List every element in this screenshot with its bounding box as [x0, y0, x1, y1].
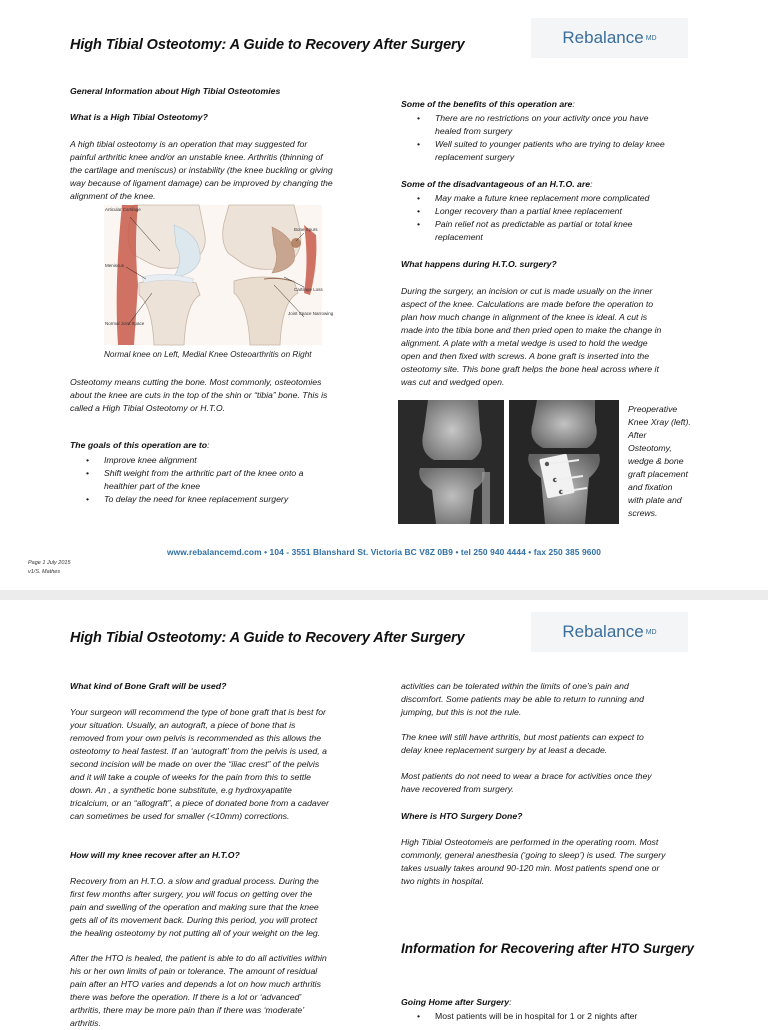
xray-caption	[628, 403, 718, 520]
text-line: Recovery from an H.T.O. a slow and gradual process. During the	[70, 876, 319, 886]
page-meta	[28, 559, 71, 577]
text-line: After	[628, 430, 647, 440]
text-line: was cut and wedged open.	[401, 377, 505, 387]
logo-md: MD	[645, 628, 657, 636]
benefits-list	[401, 112, 721, 164]
list-item: • May make a future knee replacement more complicated	[401, 192, 721, 205]
what-is-heading: What is a High Tibial Osteotomy?	[70, 112, 208, 122]
text-line: have recovered from surgery.	[401, 784, 514, 794]
text-line: with plate and	[628, 495, 682, 505]
text-line: removed from your own pelvis is recommended as this allows the	[70, 733, 322, 743]
goals-heading: The goals of this operation are to:	[70, 440, 210, 450]
list-item: • There are no restrictions on your activity once you have	[401, 112, 721, 125]
general-info-heading: General Information about High Tibial Osteotomies	[70, 86, 281, 96]
text-line: the healing osteotomy by not putting all of your weight on the leg.	[70, 928, 321, 938]
text-line: and fixation	[628, 482, 673, 492]
text-line: down. An , a synthetic bone substitute, e.g hydroxyapatite	[70, 785, 292, 795]
text-line: alignment of the knee.	[70, 191, 156, 201]
page-title: High Tibial Osteotomy: A Guide to Recovery After Surgery	[70, 37, 465, 53]
recover-paragraph-1	[70, 875, 390, 940]
knee-caption: Normal knee on Left, Medial Knee Osteoarthritis on Right	[104, 350, 312, 359]
disadvantages-heading: Some of the disadvantageous of an H.T.O. are:	[401, 179, 593, 189]
where-heading: Where is HTO Surgery Done?	[401, 811, 523, 821]
text-line: Osteotomy,	[628, 443, 672, 453]
text-line: graft placement	[628, 469, 688, 479]
recovery-info-heading: Information for Recovering after HTO Surgery	[401, 941, 695, 956]
text-line: arthritis.	[70, 1018, 101, 1028]
recover-heading: How will my knee recover after an H.T.O?	[70, 850, 240, 860]
text-line: can sometimes be used for smaller (<10mm) corrections.	[70, 811, 290, 821]
list-item: healed from surgery	[435, 126, 513, 136]
list-item: • Longer recovery than a partial knee replacement	[401, 205, 721, 218]
text-line: jumping, but this is not the rule.	[401, 707, 522, 717]
page-title: High Tibial Osteotomy: A Guide to Recovery After Surgery	[70, 630, 465, 646]
text-line: and it will take a couple of weeks for the pain from this to settle	[70, 772, 311, 782]
label-articular-cartilage: Articular Cartilage	[105, 207, 141, 212]
rebalance-logo	[531, 18, 688, 58]
text-line: screws.	[628, 508, 658, 518]
text-line: first few months after surgery, you will focus on getting over the	[70, 889, 313, 899]
text-line: A high tibial osteotomy is an operation that may suggested for	[70, 139, 308, 149]
logo-md: MD	[645, 34, 657, 42]
text-line: about the knee are cuts in the top of the shin or “tibia” bone. This is	[70, 390, 328, 400]
label-cartilage-loss: Cartilage Loss	[294, 287, 323, 292]
label-bone-spurs: Bone Spurs	[294, 227, 318, 232]
text-line: pain and swelling of the operation and making sure that the knee	[70, 902, 319, 912]
logo-brand: Rebalance	[562, 28, 644, 47]
text-line: Knee Xray (left).	[628, 417, 691, 427]
bone-graft-heading: What kind of Bone Graft will be used?	[70, 681, 227, 691]
recover-paragraph-2	[70, 952, 390, 1028]
logo-brand: Rebalance	[562, 622, 644, 641]
where-paragraph	[401, 836, 721, 888]
knee-illustration	[104, 205, 334, 345]
text-line: discomfort. Some patients may be able to return to running and	[401, 694, 644, 704]
text-line: two nights in hospital.	[401, 876, 485, 886]
text-line: osteotomy site. This bone graft helps the bone heal across where it	[401, 364, 659, 374]
list-item: • Most patients will be in hospital for 1 or 2 nights after	[401, 1010, 721, 1023]
going-home-heading: Going Home after Surgery:	[401, 997, 512, 1007]
text-line: delay knee replacement surgery by at least a decade.	[401, 745, 608, 755]
text-line: After the HTO is healed, the patient is able to do all activities within	[70, 953, 327, 963]
preoperative-xray	[398, 400, 504, 524]
what-is-paragraph	[70, 138, 390, 203]
text-line: aspect of the knee. Calculations are made before the operation to	[401, 299, 654, 309]
page-divider	[0, 590, 768, 600]
list-item: • Improve knee alignment	[70, 454, 390, 467]
page-footer: www.rebalancemd.com • 104 - 3551 Blanshard St. Victoria BC V8Z 0B9 • tel 250 940 4444 • fax 250 385 9600	[167, 547, 601, 557]
list-item: • Pain relief not as predictable as partial or total knee	[401, 218, 721, 231]
text-line: your situation. Usually, an autograft, a piece of bone that is	[70, 720, 296, 730]
postoperative-xray	[509, 400, 619, 524]
list-item: • To delay the need for knee replacement surgery	[70, 493, 390, 506]
text-line: painful arthritic knee and/or an unstable knee. Arthritis (thinning of	[70, 152, 323, 162]
text-line: gets all of its movement back. During this period, you will protect	[70, 915, 318, 925]
text-line: Preoperative	[628, 404, 678, 414]
osteotomy-paragraph	[70, 376, 390, 415]
text-line: activities can be tolerated within the limits of one’s pain and	[401, 681, 629, 691]
text-line: During the surgery, an incision or cut is made usually on the inner	[401, 286, 653, 296]
text-line: second incision will be made on over the “iliac crest” of the pelvis	[70, 759, 320, 769]
text-line: open and then fixed with screws. A bone graft is inserted into the	[401, 351, 650, 361]
knee-anatomy-drawing	[104, 205, 334, 345]
activities-paragraph	[401, 680, 721, 719]
text-line: takes usually takes around 90-120 min. Most patients spend one or	[401, 863, 660, 873]
happens-paragraph	[401, 285, 721, 389]
text-line: The knee will still have arthritis, but most patients can expect to	[401, 732, 644, 742]
label-normal-joint-space: Normal Joint Space	[105, 321, 145, 326]
text-line: High Tibial Osteotomeis are performed in the operating room. Most	[401, 837, 659, 847]
bone-graft-paragraph	[70, 706, 390, 823]
list-item: • Well suited to younger patients who are trying to delay knee	[401, 138, 721, 151]
list-item: replacement surgery	[435, 152, 515, 162]
list-item: • Shift weight from the arthritic part of the knee onto a	[70, 467, 390, 480]
text-line: commonly, general anesthesia (‘going to sleep’) is used. The surgery	[401, 850, 666, 860]
list-item: replacement	[435, 232, 483, 242]
label-joint-space-narrowing: Joint Space Narrowing	[288, 311, 334, 316]
text-line: arthritis, there may be more pain than if there was ‘moderate’	[70, 1005, 305, 1015]
text-line: the cartilage and meniscus) or instability (the knee buckling or giving	[70, 165, 333, 175]
goals-list	[70, 454, 390, 506]
benefits-heading: Some of the benefits of this operation are:	[401, 99, 575, 109]
page-number: Page 1 July 2015	[28, 560, 71, 566]
text-line: called a High Tibial Osteotomy or H.T.O.	[70, 403, 226, 413]
document-page-2	[0, 600, 768, 1028]
text-line: plan how much change in alignment of the knee is ideal. A cut is	[401, 312, 648, 322]
disadvantages-list	[401, 192, 721, 244]
text-line: alignment. A plate with a metal wedge is used to hold the wedge	[401, 338, 648, 348]
text-line: Osteotomy means cutting the bone. Most commonly, osteotomies	[70, 377, 322, 387]
text-line: Your surgeon will recommend the type of bone graft that is best for	[70, 707, 326, 717]
going-home-list	[401, 1010, 721, 1023]
text-line: pain after an HTO varies and depends a lot on how much arthritis	[70, 979, 321, 989]
text-line: way because of ligament damage) can be improved by changing the	[70, 178, 333, 188]
text-line: there was before the operation. If there is a lot or ‘advanced’	[70, 992, 302, 1002]
text-line: Most patients do not need to wear a brace for activities once they	[401, 771, 652, 781]
version-label: v1/S. Mathes	[28, 569, 61, 575]
text-line: osteotomy to heal fastest. If an ‘autograft’ from the pelvis is used, a	[70, 746, 327, 756]
label-meniscus: Meniscus	[105, 263, 125, 268]
text-line: tricalcium, or an “allograft”, a piece of donated bone from a cadaver	[70, 798, 329, 808]
brace-paragraph	[401, 770, 721, 796]
text-line: wedge & bone	[628, 456, 684, 466]
text-line: his or her own limits of pain or tolerance. The amount of residual	[70, 966, 318, 976]
text-line: made into the tibia bone and then pried open to make the change in	[401, 325, 662, 335]
rebalance-logo	[531, 612, 688, 652]
list-item: healthier part of the knee	[104, 481, 201, 491]
happens-heading: What happens during H.T.O. surgery?	[401, 259, 557, 269]
arthritis-paragraph	[401, 731, 721, 757]
